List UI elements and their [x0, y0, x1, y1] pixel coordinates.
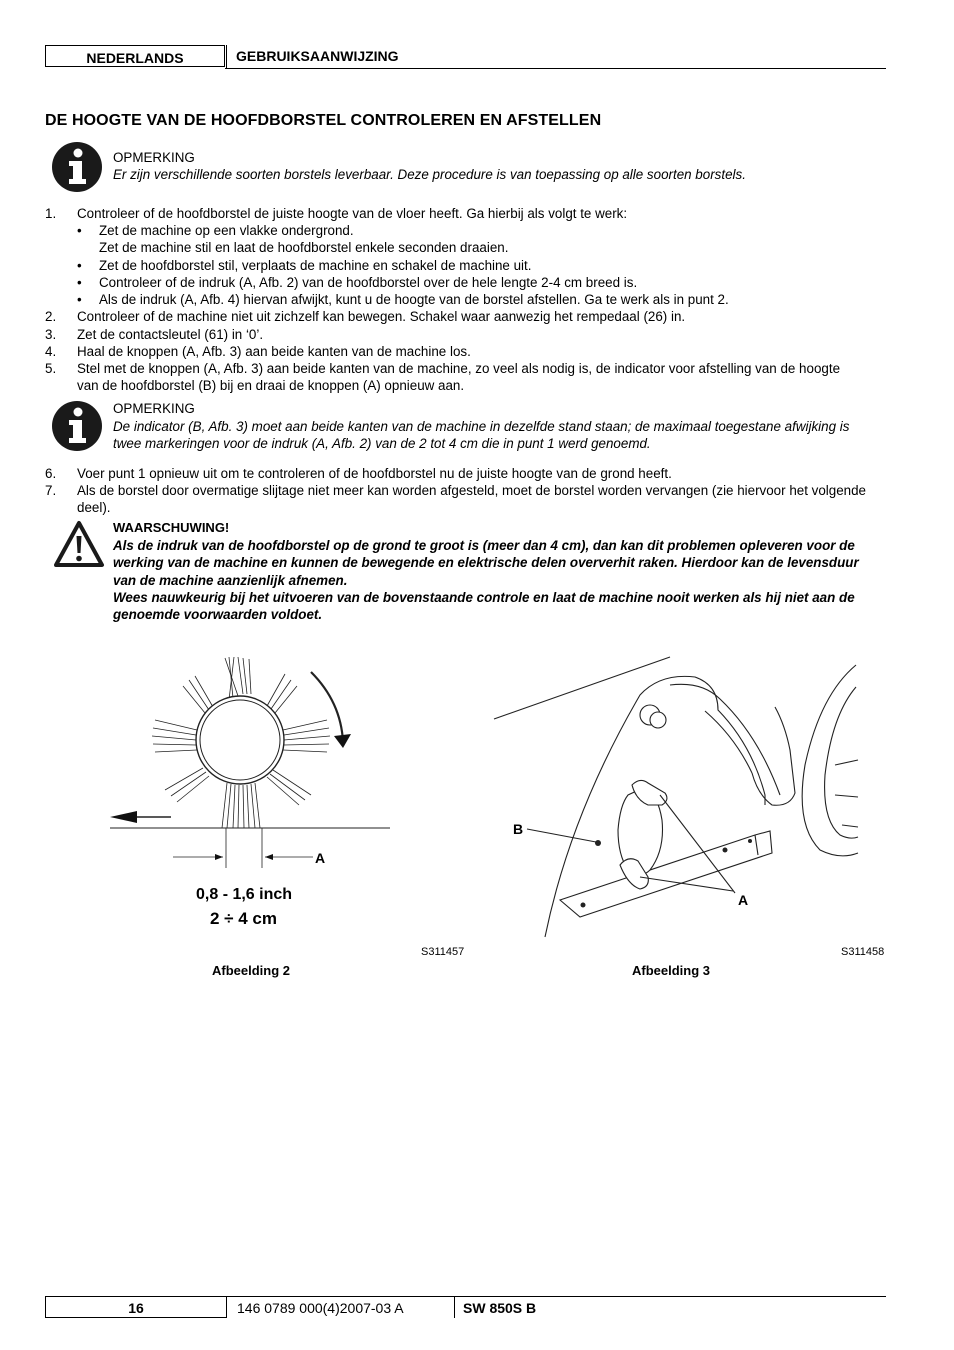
- footer-model: SW 850S B: [463, 1300, 537, 1316]
- figure-code: S311458: [841, 946, 885, 958]
- header-rule: [225, 68, 886, 69]
- figure-caption: Afbeelding 3: [632, 963, 711, 978]
- step-text: Controleer of de machine niet uit zichzelf kan bewegen. Schakel waar aanwezig het rempedaal (26) in.: [77, 309, 686, 324]
- bullet-text: Zet de machine op een vlakke ondergrond.: [99, 223, 354, 238]
- footer-rule: [227, 1296, 886, 1297]
- footer-doc-number: 146 0789 000(4)2007-03 A: [237, 1300, 404, 1316]
- bullet-mark: •: [77, 258, 82, 273]
- step-text: Als de borstel door overmatige slijtage niet meer kan worden afgesteld, moet de borstel worden vervangen (zie hiervoor het volgende deel).: [77, 483, 867, 516]
- bullet-mark: •: [77, 223, 82, 238]
- note-text: De indicator (B, Afb. 3) moet aan beide kanten van de machine in dezelfde stand staan; de maximaal toegestane afwijking is twee markeringen voor de indruk (A, Afb. 2) van de 2 tot 4 cm die in punt 1 werd genoemd.: [113, 419, 850, 452]
- note-label: OPMERKING: [113, 150, 195, 165]
- footer-page-number: 16: [45, 1296, 227, 1318]
- dimension-cm: 2 ÷ 4 cm: [210, 909, 277, 928]
- machine-side-diagram: [490, 655, 860, 940]
- step-number: 5.: [45, 361, 57, 376]
- step-text: Stel met de knoppen (A, Afb. 3) aan beide kanten van de machine, zo veel als nodig is, de indicator voor afstelling van de hoogte van de hoofdborstel (B) bij en draai de knoppen (A) opnieuw aan.: [77, 361, 841, 394]
- figure-label-a: A: [738, 892, 749, 908]
- section-title: DE HOOGTE VAN DE HOOFDBORSTEL CONTROLEREN EN AFSTELLEN: [45, 112, 602, 129]
- step-text: Controleer of de hoofdborstel de juiste hoogte van de vloer heeft. Ga hierbij als volgt te werk:: [77, 206, 628, 221]
- bullet-text: Zet de hoofdborstel stil, verplaats de machine en schakel de machine uit.: [99, 258, 532, 273]
- brush-diagram: [105, 650, 405, 880]
- bullet-text: Als de indruk (A, Afb. 4) hiervan afwijkt, kunt u de hoogte van de borstel afstellen. Ga te werk als in punt 2.: [99, 292, 729, 307]
- info-icon: [52, 142, 102, 192]
- warning-text: Wees nauwkeurig bij het uitvoeren van de bovenstaande controle en laat de machine nooit werken als hij niet aan de genoemde voorwaarden voldoet.: [113, 590, 855, 623]
- figure-code: S311457: [421, 946, 465, 958]
- note-text: Er zijn verschillende soorten borstels leverbaar. Deze procedure is van toepassing op alle soorten borstels.: [113, 167, 746, 182]
- figure-caption: Afbeelding 2: [212, 963, 291, 978]
- bullet-text: Zet de machine stil en laat de hoofdborstel enkele seconden draaien.: [99, 240, 509, 255]
- step-text: Voer punt 1 opnieuw uit om te controleren of de hoofdborstel nu de juiste hoogte van de grond heeft.: [77, 466, 672, 481]
- figure-label-b: B: [513, 821, 524, 837]
- figure-label-a: A: [315, 850, 326, 866]
- step-number: 3.: [45, 327, 57, 342]
- footer-divider: [454, 1296, 455, 1318]
- direction-arrowhead: [110, 811, 137, 823]
- bullet-text: Controleer of de indruk (A, Afb. 2) van de hoofdborstel over de hele lengte 2-4 cm breed is.: [99, 275, 638, 290]
- step-number: 4.: [45, 344, 57, 359]
- step-text: Zet de contactsleutel (61) in ‘0’.: [77, 327, 264, 342]
- bullet-mark: •: [77, 292, 82, 307]
- header-divider: [226, 45, 227, 68]
- warning-label: WAARSCHUWING!: [113, 520, 230, 535]
- step-number: 6.: [45, 466, 57, 481]
- warning-icon: [53, 520, 105, 568]
- info-icon: [52, 401, 102, 451]
- header-language: NEDERLANDS: [45, 45, 225, 67]
- header-title: GEBRUIKSAANWIJZING: [236, 48, 399, 64]
- step-number: 2.: [45, 309, 57, 324]
- bullet-mark: •: [77, 275, 82, 290]
- step-number: 7.: [45, 483, 57, 498]
- note-label: OPMERKING: [113, 401, 195, 416]
- warning-text: Als de indruk van de hoofdborstel op de grond te groot is (meer dan 4 cm), dan kan dit problemen opleveren voor de werking van de machine en kunnen de bewegende en elektrische delen oververhit raken. Hierdoor kan de levensduur van de machine aanzienlijk afnemen.: [113, 538, 859, 588]
- rotation-arrowhead: [334, 734, 351, 748]
- step-text: Haal de knoppen (A, Afb. 3) aan beide kanten van de machine los.: [77, 344, 471, 359]
- step-number: 1.: [45, 206, 57, 221]
- dimension-inch: 0,8 - 1,6 inch: [196, 886, 293, 903]
